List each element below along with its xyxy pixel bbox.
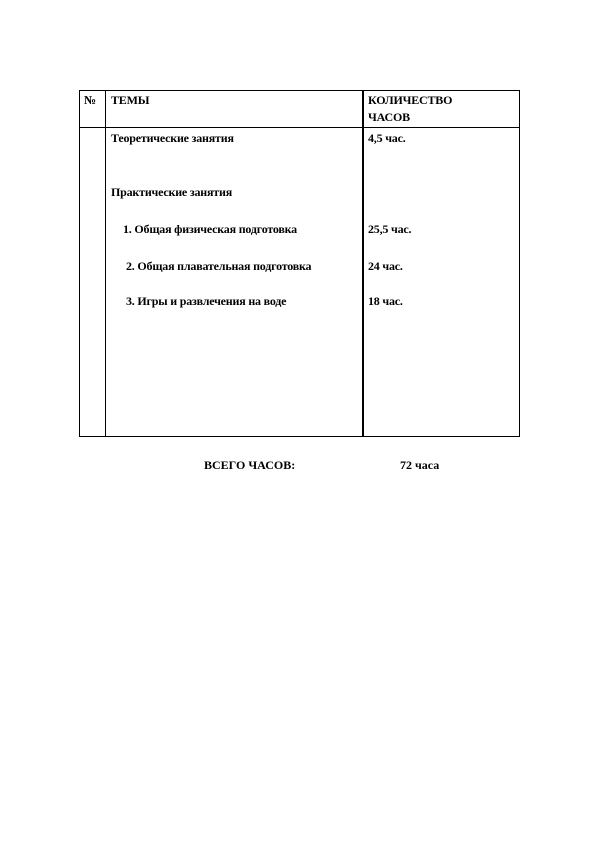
row-topic-games: 3. Игры и развлечения на воде: [126, 294, 287, 308]
column-divider: [362, 91, 364, 436]
header-hours-line1: КОЛИЧЕСТВО: [368, 93, 453, 107]
total-label: ВСЕГО ЧАСОВ:: [204, 458, 296, 472]
row-topic-physical: 1. Общая физическая подготовка: [123, 222, 297, 236]
row-hours-games: 18 час.: [368, 294, 403, 308]
row-hours-theory: 4,5 час.: [368, 131, 406, 145]
header-number: №: [84, 93, 96, 107]
column-divider: [105, 91, 106, 436]
row-hours-swimming: 24 час.: [368, 259, 403, 273]
total-value: 72 часа: [400, 458, 440, 472]
header-hours-line2: ЧАСОВ: [368, 110, 410, 124]
row-topic-practice: Практические занятия: [111, 185, 232, 199]
header-divider: [80, 127, 519, 128]
row-topic-theory: Теоретические занятия: [111, 131, 234, 145]
row-topic-swimming: 2. Общая плавательная подготовка: [126, 259, 312, 273]
row-hours-physical: 25,5 час.: [368, 222, 412, 236]
header-topics: ТЕМЫ: [111, 93, 150, 107]
hours-table: [79, 90, 520, 437]
